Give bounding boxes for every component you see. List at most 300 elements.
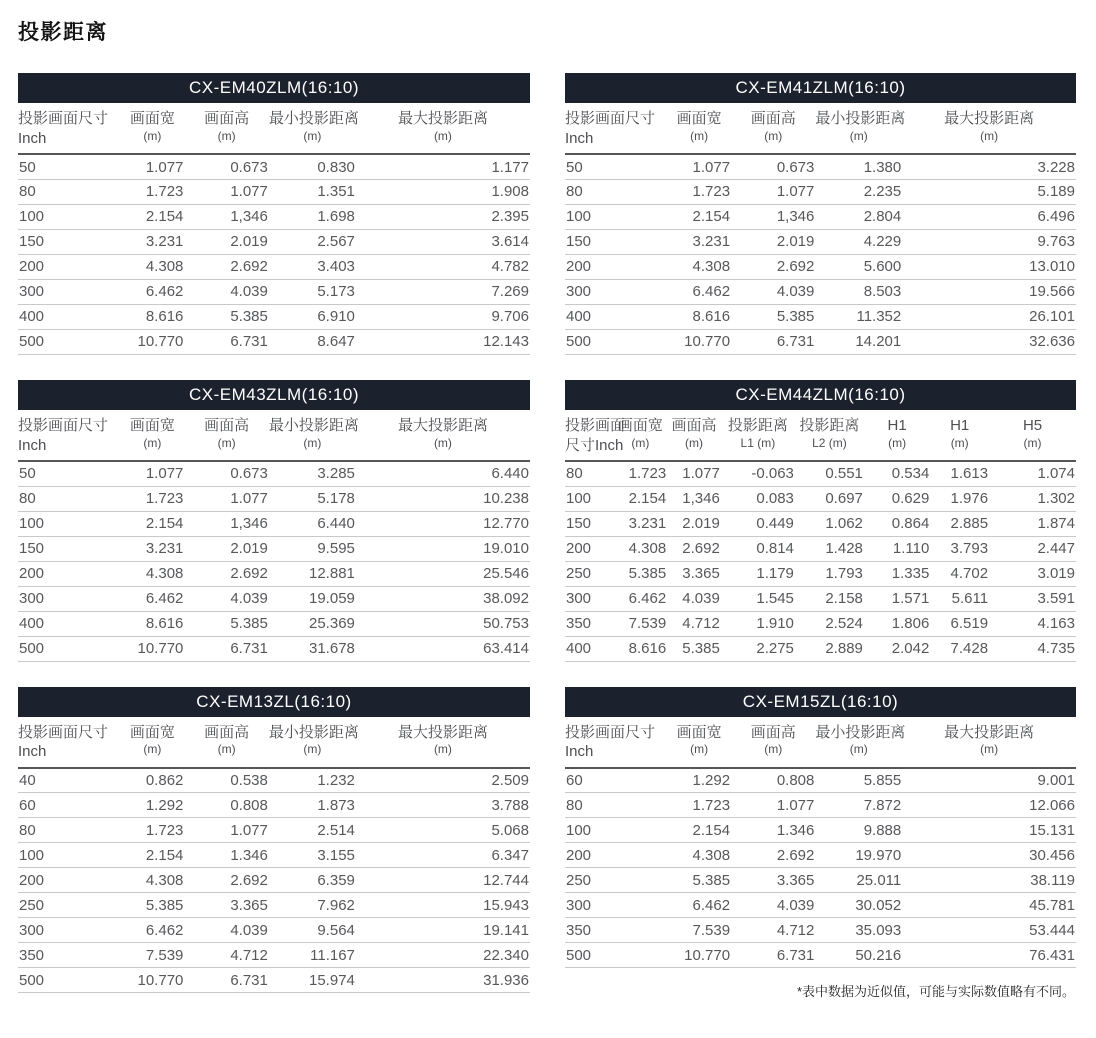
column-header-row (18, 410, 530, 461)
projection-table (565, 73, 1076, 355)
table-cell: 5.385 (667, 636, 721, 661)
table-cell: 1.232 (317, 772, 355, 789)
table-cell: 150 (565, 229, 667, 254)
table-cell: 31.678 (269, 636, 356, 661)
table-cell: 1.062 (795, 511, 864, 536)
table-cell: 2.395 (356, 204, 530, 229)
table-cell: 6.462 (120, 918, 184, 943)
table-cell: 19.141 (356, 918, 530, 943)
table-cell: 5.189 (902, 179, 1076, 204)
table-cell: 350 (565, 918, 667, 943)
table-cell: 80 (566, 465, 583, 483)
table-cell: 3.591 (989, 586, 1076, 611)
page-title: 投影距离 (18, 21, 108, 44)
table-row (18, 179, 530, 204)
table-cell: 6.519 (930, 611, 989, 636)
table-cell: 2.447 (989, 536, 1076, 561)
table-row (565, 254, 1076, 279)
table-cell: 2.019 (184, 229, 268, 254)
column-header: 最小投影距离 (m) (815, 103, 902, 154)
table-cell: 26.101 (902, 304, 1076, 329)
column-header: 最小投影距离 (m) (269, 717, 356, 768)
projection-table (18, 73, 530, 355)
table-row (18, 968, 530, 993)
table-cell: 3.231 (667, 229, 731, 254)
table-cell: 0.808 (184, 793, 268, 818)
table-cell: 80 (18, 818, 120, 843)
table-cell: 1,346 (184, 511, 268, 536)
table-cell: 1.613 (950, 465, 989, 483)
table-cell: 1.910 (721, 611, 795, 636)
column-header: 投影距离 L2 (m) (795, 410, 864, 461)
table-row (565, 511, 1076, 536)
table-cell: 2.235 (815, 179, 902, 204)
table-cell: 0.673 (230, 158, 268, 176)
table-cell: 2.804 (815, 204, 902, 229)
table-cell: 1.077 (184, 179, 268, 204)
table-cell: 0.814 (721, 536, 795, 561)
table-cell: 30.052 (815, 893, 902, 918)
table-cell: 0.534 (891, 465, 930, 483)
table-row (565, 818, 1076, 843)
table-cell: 500 (18, 968, 120, 993)
table-cell: 5.385 (184, 304, 268, 329)
table-cell: 12.066 (902, 793, 1076, 818)
table-cell: 1.806 (864, 611, 930, 636)
table-cell: 3.403 (269, 254, 356, 279)
table-cell: 2.514 (269, 818, 356, 843)
table-cell: 100 (18, 843, 120, 868)
table-cell: 2.154 (120, 511, 184, 536)
table-cell: 6.462 (667, 279, 731, 304)
table-row (565, 611, 1076, 636)
table-cell: 2.692 (731, 843, 815, 868)
table-cell: 1.077 (731, 179, 815, 204)
table-cell: 200 (565, 254, 667, 279)
table-cell: 8.616 (667, 304, 731, 329)
table-cell: 3.365 (184, 893, 268, 918)
table-with-footnote (565, 687, 1076, 1001)
table-cell: 0.629 (864, 486, 930, 511)
table-cell: 2.154 (667, 204, 731, 229)
table-cell: 7.539 (614, 611, 668, 636)
table-row (18, 818, 530, 843)
table-cell: 80 (565, 179, 667, 204)
table-cell: 6.731 (184, 968, 268, 993)
table-cell: 1.077 (682, 465, 720, 483)
table-cell: 0.673 (230, 465, 268, 483)
table-cell: 35.093 (815, 918, 902, 943)
table-cell: 1.723 (120, 486, 184, 511)
table-row (565, 204, 1076, 229)
table-cell: 1.346 (184, 843, 268, 868)
table-cell: 2.154 (614, 486, 668, 511)
column-header: 画面高 (m) (184, 717, 268, 768)
table-cell: 500 (18, 329, 120, 354)
table-cell: 2.889 (795, 636, 864, 661)
table-cell: 4.308 (120, 254, 184, 279)
table-cell: 100 (18, 204, 120, 229)
table-cell: 200 (18, 868, 120, 893)
column-header: 投影画面尺寸 Inch (565, 717, 667, 768)
table-cell: 3.231 (120, 536, 184, 561)
table-cell: 76.431 (902, 943, 1076, 968)
table-row (18, 586, 530, 611)
table-title: CX-EM43ZLM(16:10) (18, 380, 530, 410)
table-row (18, 536, 530, 561)
table-cell: 0.449 (721, 511, 795, 536)
table-cell: 5.600 (815, 254, 902, 279)
table-cell: 9.763 (902, 229, 1076, 254)
table-cell: 1.428 (795, 536, 864, 561)
table-cell: 4.308 (667, 254, 731, 279)
column-header: 画面高 (m) (667, 410, 721, 461)
table-cell: 60 (566, 772, 583, 789)
column-header: H1 (m) (930, 410, 989, 461)
table-cell: 2.524 (795, 611, 864, 636)
column-header-row (565, 410, 1076, 461)
table-cell: 40 (19, 772, 36, 789)
table-cell: 9.564 (269, 918, 356, 943)
table-cell: 2.154 (120, 843, 184, 868)
column-header-row (565, 717, 1076, 768)
table-cell: 2.019 (667, 511, 721, 536)
column-header: 画面高 (m) (184, 410, 268, 461)
table-cell: 2.042 (864, 636, 930, 661)
table-row (565, 329, 1076, 354)
table-cell: 6.462 (667, 893, 731, 918)
table-row (18, 893, 530, 918)
table-cell: 4.712 (667, 611, 721, 636)
table-cell: 4.308 (120, 561, 184, 586)
table-cell: 25.546 (356, 561, 530, 586)
column-header: 投影距离 L1 (m) (721, 410, 795, 461)
table-cell: 2.692 (184, 254, 268, 279)
column-header: 画面宽 (m) (120, 410, 184, 461)
table-cell: 1.874 (989, 511, 1076, 536)
column-header: 投影画面尺寸 Inch (565, 103, 667, 154)
table-cell: 4.782 (356, 254, 530, 279)
table-cell: 4.308 (120, 868, 184, 893)
table-row (565, 154, 1076, 179)
table-row (18, 511, 530, 536)
tables-grid (18, 73, 1078, 1000)
projection-data-table (18, 717, 530, 994)
table-title: CX-EM41ZLM(16:10) (565, 73, 1076, 103)
table-row (565, 636, 1076, 661)
table-cell: 1.723 (120, 179, 184, 204)
table-cell: 9.595 (269, 536, 356, 561)
table-cell: 2.885 (930, 511, 989, 536)
table-cell: 200 (18, 254, 120, 279)
table-row (18, 304, 530, 329)
table-cell: 6.462 (120, 586, 184, 611)
column-header: 最小投影距离 (m) (815, 717, 902, 768)
column-header: 最大投影距离 (m) (356, 410, 530, 461)
table-cell: 1.545 (721, 586, 795, 611)
table-cell: 50 (19, 158, 36, 176)
table-row (565, 229, 1076, 254)
table-cell: 0.830 (317, 158, 355, 176)
table-row (18, 329, 530, 354)
column-header-row (565, 103, 1076, 154)
table-cell: 1.793 (795, 561, 864, 586)
table-cell: 4.039 (184, 279, 268, 304)
projection-data-table (565, 410, 1076, 662)
table-cell: 4.712 (184, 943, 268, 968)
table-row (18, 154, 530, 179)
table-cell: 30.456 (902, 843, 1076, 868)
column-header: 投影画面尺寸 Inch (18, 103, 120, 154)
table-cell: 38.092 (356, 586, 530, 611)
table-cell: 10.238 (356, 486, 530, 511)
table-cell: 6.731 (184, 329, 268, 354)
table-cell: 6.731 (731, 329, 815, 354)
column-header: 最大投影距离 (m) (356, 103, 530, 154)
table-cell: 5.385 (184, 611, 268, 636)
table-title: CX-EM13ZL(16:10) (18, 687, 530, 717)
table-cell: 80 (18, 486, 120, 511)
table-cell: 5.855 (863, 772, 902, 789)
table-cell: 200 (565, 843, 667, 868)
table-title: CX-EM15ZL(16:10) (565, 687, 1076, 717)
table-cell: 3.228 (1037, 158, 1075, 176)
column-header: 最大投影距离 (m) (902, 103, 1076, 154)
table-cell: 200 (565, 536, 614, 561)
table-cell: 4.735 (989, 636, 1076, 661)
table-cell: 1.346 (731, 818, 815, 843)
table-cell: 12.143 (356, 329, 530, 354)
table-cell: 2.692 (184, 561, 268, 586)
table-cell: 9.888 (815, 818, 902, 843)
table-cell: 1.335 (864, 561, 930, 586)
table-cell: 250 (565, 561, 614, 586)
table-cell: 3.365 (731, 868, 815, 893)
table-cell: 80 (18, 179, 120, 204)
column-header: 画面宽 (m) (120, 717, 184, 768)
table-cell: 50 (566, 158, 583, 176)
column-header: 投影画面尺寸 Inch (18, 410, 120, 461)
table-cell: 31.936 (356, 968, 530, 993)
table-row (565, 561, 1076, 586)
table-cell: 80 (565, 793, 667, 818)
table-cell: 100 (565, 204, 667, 229)
table-cell: 13.010 (902, 254, 1076, 279)
table-row (18, 793, 530, 818)
column-header: 最大投影距离 (m) (356, 717, 530, 768)
table-cell: 19.566 (902, 279, 1076, 304)
table-cell: 7.962 (269, 893, 356, 918)
footnote: *表中数据为近似值，可能与实际数值略有不同。 (796, 984, 1075, 1000)
table-row (18, 843, 530, 868)
table-cell: 5.385 (120, 893, 184, 918)
column-header-row (18, 717, 530, 768)
table-cell: 1.723 (628, 465, 667, 483)
column-header-row (18, 103, 530, 154)
table-cell: 19.970 (815, 843, 902, 868)
table-cell: 10.770 (667, 329, 731, 354)
column-header: 投影画面尺寸 Inch (18, 717, 120, 768)
table-cell: 350 (565, 611, 614, 636)
table-cell: 100 (565, 818, 667, 843)
table-cell: 5.611 (930, 586, 989, 611)
table-cell: 1,346 (184, 204, 268, 229)
table-cell: 3.614 (356, 229, 530, 254)
table-cell: 0.551 (825, 465, 863, 483)
table-cell: 1.302 (989, 486, 1076, 511)
table-cell: 2.158 (795, 586, 864, 611)
column-header: 最大投影距离 (m) (902, 717, 1076, 768)
table-cell: 7.269 (356, 279, 530, 304)
column-header: 画面宽 (m) (667, 717, 731, 768)
table-cell: 3.231 (120, 229, 184, 254)
table-cell: 4.712 (731, 918, 815, 943)
table-cell: 1.110 (864, 536, 930, 561)
table-cell: 11.167 (269, 943, 356, 968)
table-cell: 400 (565, 304, 667, 329)
table-cell: 1.077 (731, 793, 815, 818)
table-cell: 2.567 (269, 229, 356, 254)
table-cell: 3.231 (614, 511, 668, 536)
table-cell: 2.019 (184, 536, 268, 561)
table-cell: 1.077 (145, 465, 184, 483)
projection-data-table (565, 103, 1076, 355)
column-header: 画面宽 (m) (667, 103, 731, 154)
table-row (18, 204, 530, 229)
table-cell: 15.974 (269, 968, 356, 993)
table-row (565, 893, 1076, 918)
table-cell: 500 (565, 943, 667, 968)
column-header: 画面高 (m) (731, 103, 815, 154)
table-cell: 1.292 (120, 793, 184, 818)
table-cell: 60 (18, 793, 120, 818)
table-cell: 150 (565, 511, 614, 536)
table-cell: 1.179 (721, 561, 795, 586)
table-cell: 1.976 (930, 486, 989, 511)
table-cell: 300 (18, 918, 120, 943)
table-cell: 6.440 (269, 511, 356, 536)
table-cell: 6.496 (902, 204, 1076, 229)
table-row (565, 304, 1076, 329)
table-cell: 7.539 (667, 918, 731, 943)
table-cell: 19.010 (356, 536, 530, 561)
table-cell: -0.063 (751, 465, 794, 483)
table-cell: 2.154 (120, 204, 184, 229)
table-cell: 0.808 (776, 772, 815, 789)
table-row (18, 279, 530, 304)
table-cell: 2.019 (731, 229, 815, 254)
table-cell: 6.359 (269, 868, 356, 893)
column-header: 投影画面 尺寸Inch (565, 410, 614, 461)
table-cell: 0.862 (145, 772, 184, 789)
table-cell: 5.178 (269, 486, 356, 511)
table-cell: 1.351 (269, 179, 356, 204)
table-cell: 1.077 (145, 158, 184, 176)
table-cell: 5.173 (269, 279, 356, 304)
table-cell: 300 (565, 586, 614, 611)
table-row (18, 868, 530, 893)
table-cell: 250 (18, 893, 120, 918)
table-cell: 15.943 (356, 893, 530, 918)
table-row (565, 486, 1076, 511)
table-cell: 12.770 (356, 511, 530, 536)
column-header: 画面高 (m) (184, 103, 268, 154)
table-cell: 1.077 (184, 486, 268, 511)
column-header: 最小投影距离 (m) (269, 410, 356, 461)
table-row (565, 179, 1076, 204)
projection-table (565, 380, 1076, 662)
table-cell: 3.285 (317, 465, 355, 483)
table-cell: 300 (565, 279, 667, 304)
table-cell: 300 (18, 279, 120, 304)
column-header: 最小投影距离 (m) (269, 103, 356, 154)
table-cell: 12.744 (356, 868, 530, 893)
table-cell: 2.275 (721, 636, 795, 661)
table-cell: 1.292 (692, 772, 731, 789)
table-cell: 7.428 (930, 636, 989, 661)
table-cell: 5.385 (731, 304, 815, 329)
table-cell: 6.731 (731, 943, 815, 968)
table-cell: 1.077 (692, 158, 731, 176)
table-row (565, 461, 1076, 486)
table-row (18, 611, 530, 636)
table-row (565, 586, 1076, 611)
table-cell: 1.723 (667, 793, 731, 818)
table-cell: 15.131 (902, 818, 1076, 843)
table-cell: 4.229 (815, 229, 902, 254)
table-row (18, 254, 530, 279)
table-cell: 500 (18, 636, 120, 661)
table-cell: 4.039 (184, 586, 268, 611)
projection-table (18, 380, 530, 662)
table-cell: 3.793 (930, 536, 989, 561)
table-cell: 19.059 (269, 586, 356, 611)
table-cell: 11.352 (815, 304, 902, 329)
table-cell: 22.340 (356, 943, 530, 968)
table-cell: 50.753 (356, 611, 530, 636)
projection-table (18, 687, 530, 994)
table-cell: 3.155 (269, 843, 356, 868)
table-cell: 4.308 (614, 536, 668, 561)
projection-data-table (565, 717, 1076, 969)
table-cell: 350 (18, 943, 120, 968)
table-cell: 6.462 (120, 279, 184, 304)
column-header: H5 (m) (989, 410, 1076, 461)
table-cell: 32.636 (902, 329, 1076, 354)
table-cell: 1,346 (731, 204, 815, 229)
projection-data-table (18, 410, 530, 662)
table-cell: 50 (19, 465, 36, 483)
table-cell: 0.673 (776, 158, 815, 176)
table-cell: 400 (565, 636, 614, 661)
projection-data-table (18, 103, 530, 355)
column-header: 画面宽 (m) (120, 103, 184, 154)
table-cell: 200 (18, 561, 120, 586)
table-row (18, 561, 530, 586)
table-row (18, 918, 530, 943)
table-row (565, 868, 1076, 893)
table-row (18, 943, 530, 968)
table-cell: 9.706 (356, 304, 530, 329)
table-cell: 300 (18, 586, 120, 611)
table-cell: 100 (565, 486, 614, 511)
table-cell: 25.369 (269, 611, 356, 636)
table-row (18, 461, 530, 486)
table-cell: 14.201 (815, 329, 902, 354)
table-cell: 2.692 (184, 868, 268, 893)
table-cell: 1.873 (269, 793, 356, 818)
column-header: 画面宽 (m) (614, 410, 668, 461)
